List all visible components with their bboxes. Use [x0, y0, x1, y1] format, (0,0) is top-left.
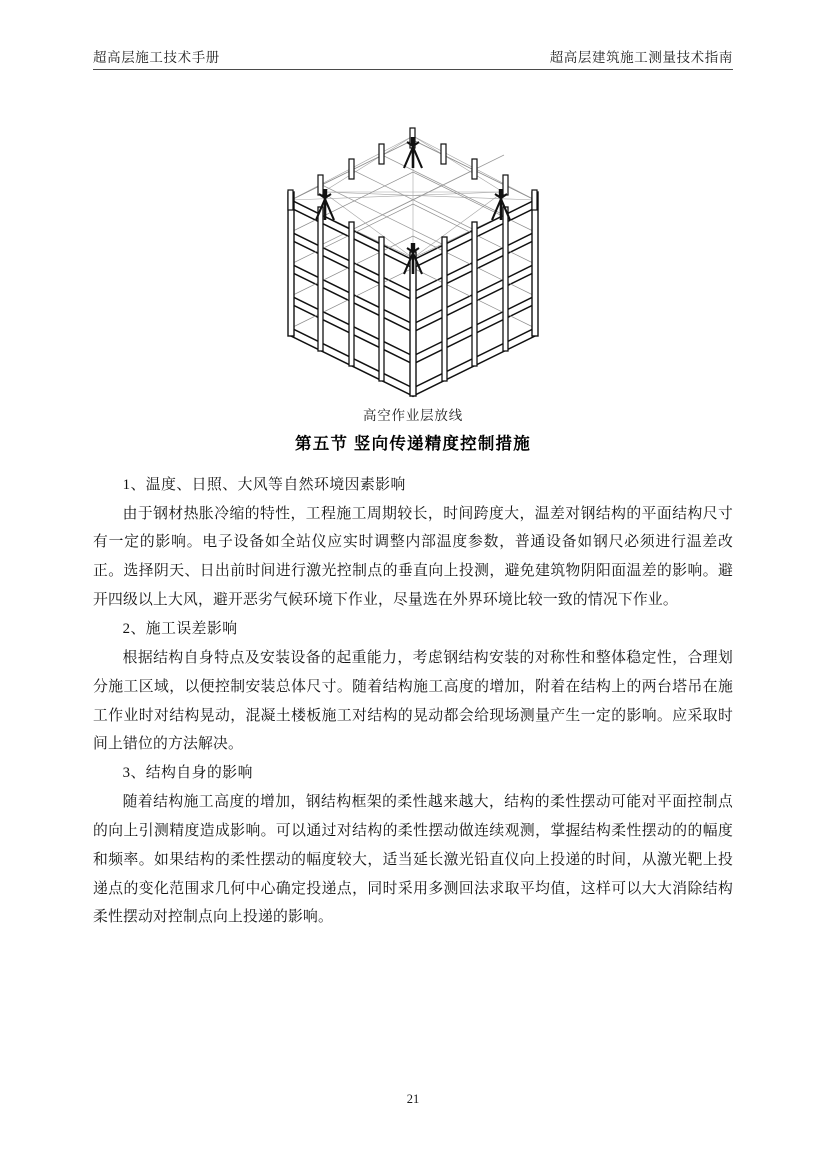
item-2-title: 2、施工误差影响	[122, 620, 238, 637]
item-1-paragraph: 由于钢材热胀冷缩的特性，工程施工周期较长，时间跨度大，温差对钢结构的平面结构尺寸有一定的影响。电子设备如全站仪应实时调整内部温度参数，普通设备如钢尺必须进行温差改正。选择阴天、日出前时间进行激光控制点的垂直向上投测，避免建筑物阴阳面温差的影响。避开四级以上大风，避开恶劣气候环境下作业，尽量选在外界环境比较一致的情况下作业。	[93, 505, 733, 609]
item-1-title: 1、温度、日照、大风等自然环境因素影响	[122, 476, 406, 493]
numbered-item-2	[93, 615, 733, 759]
document-body	[93, 432, 733, 932]
page-footer	[0, 1090, 826, 1108]
numbered-item-1	[93, 471, 733, 615]
header-left-text: 超高层施工技术手册	[93, 50, 220, 66]
figure-block	[93, 88, 733, 424]
running-header	[93, 44, 733, 70]
page-number: 21	[406, 1092, 420, 1106]
numbered-item-3	[93, 759, 733, 932]
item-2-paragraph: 根据结构自身特点及安装设备的起重能力，考虑钢结构安装的对称性和整体稳定性，合理划分施工区域，以便控制安装总体尺寸。随着结构施工高度的增加，附着在结构上的两台塔吊在施工作业时对结构晃动，混凝土楼板施工对结构的晃动都会给现场测量产生一定的影响。应采取时间上错位的方法解决。	[93, 649, 733, 753]
item-3-paragraph: 随着结构施工高度的增加，钢结构框架的柔性越来越大，结构的柔性摆动可能对平面控制点的向上引测精度造成影响。可以通过对结构的柔性摆动做连续观测，掌握结构柔性摆动的的幅度和频率。如果结构的柔性摆动的幅度较大，适当延长激光铅直仪向上投递的时间，从激光靶上投递点的变化范围求几何中心确定投递点，同时采用多测回法求取平均值，这样可以大大消除结构柔性摆动对控制点向上投递的影响。	[93, 794, 733, 926]
section-heading: 第五节 竖向传递精度控制措施	[295, 435, 531, 453]
figure-caption: 高空作业层放线	[362, 408, 464, 423]
item-3-title: 3、结构自身的影响	[122, 765, 253, 782]
header-right-text: 超高层建筑施工测量技术指南	[549, 50, 733, 66]
isometric-building-frame-diagram	[263, 88, 563, 398]
survey-instrument-north	[404, 137, 422, 168]
